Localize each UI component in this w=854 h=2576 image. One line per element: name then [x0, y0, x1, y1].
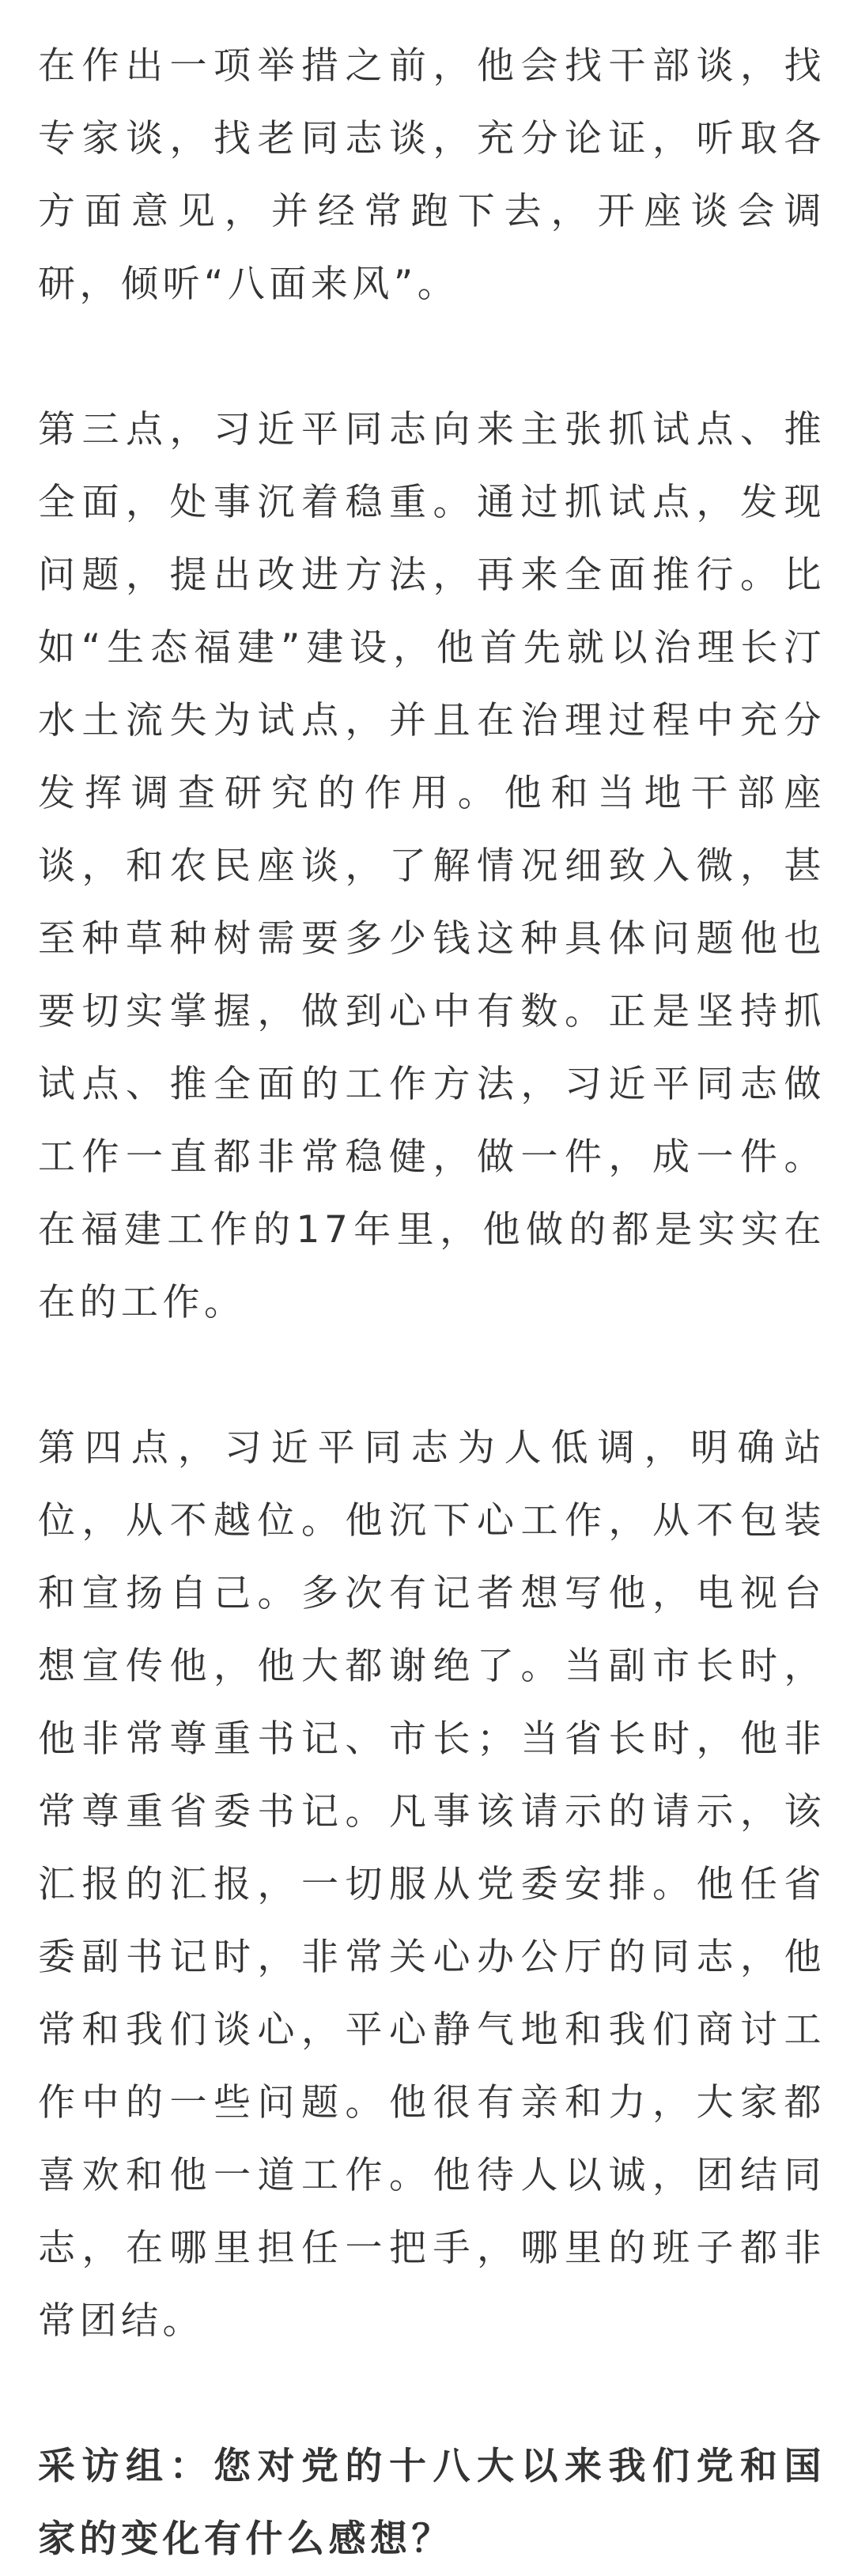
paragraph-point-four: 第四点，习近平同志为人低调，明确站位，从不越位。他沉下心工作，从不包装和宣扬自己。多次有记者想写他，电视台想宣传他，他大都谢绝了。当副市长时，他非常尊重书记、市长；当省长时，他非常尊重省委书记。凡事该请示的请示，该汇报的汇报，一切服从党委安排。他任省委副书记时，非常关心办公厅的同志，他常和我们谈心，平心静气地和我们商讨工作中的一些问题。他很有亲和力，大家都喜欢和他一道工作。他待人以诚，团结同志，在哪里担任一把手，哪里的班子都非常团结。 [38, 1426, 826, 2343]
paragraph-point-three: 第三点，习近平同志向来主张抓试点、推全面，处事沉着稳重。通过抓试点，发现问题，提出改进方法，再来全面推行。比如“生态福建”建设，他首先就以治理长汀水土流失为试点，并且在治理过程中充分发挥调查研究的作用。他和当地干部座谈，和农民座谈，了解情况细致入微，甚至种草种树需要多少钱这种具体问题他也要切实掌握，做到心中有数。正是坚持抓试点、推全面的工作方法，习近平同志做工作一直都非常稳健，做一件，成一件。在福建工作的17年里，他做的都是实实在在的工作。 [38, 408, 826, 1324]
article-body [38, 30, 826, 2576]
paragraph-consultation: 在作出一项举措之前，他会找干部谈，找专家谈，找老同志谈，充分论证，听取各方面意见，并经常跑下去，开座谈会调研，倾听“八面来风”。 [38, 44, 826, 306]
interview-question: 采访组：您对党的十八大以来我们党和国家的变化有什么感想？ [38, 2445, 826, 2561]
